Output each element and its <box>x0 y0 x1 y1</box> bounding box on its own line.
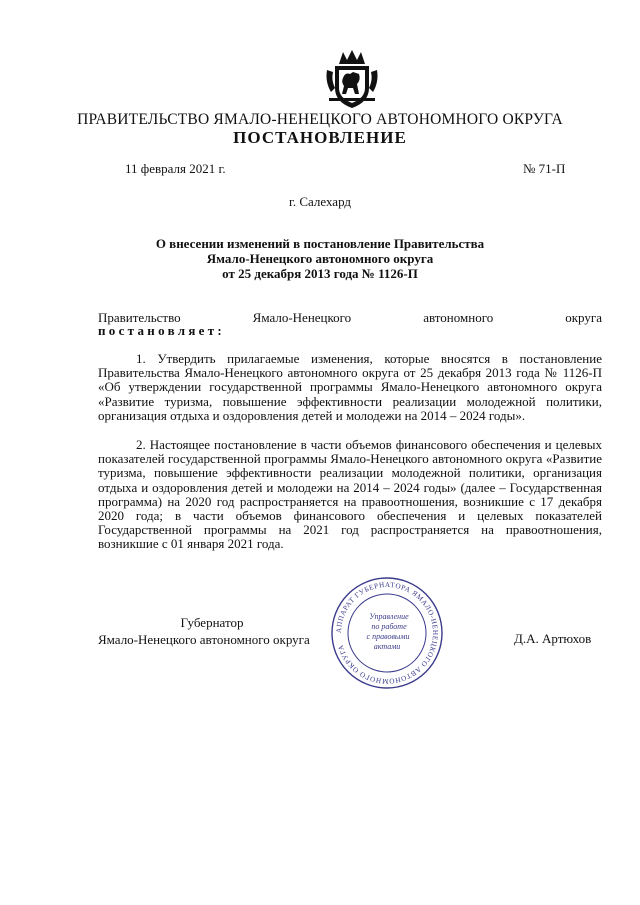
preamble-word: Правительство <box>98 310 181 325</box>
document-city: г. Салехард <box>288 194 352 209</box>
stamp-ring-text: АППАРАТ ГУБЕРНАТОРА ЯМАЛО-НЕНЕЦКОГО АВТОНОМНОГО ОКРУГА <box>334 580 440 686</box>
signatory-title-line2: Ямало-Ненецкого автономного округа <box>98 632 310 647</box>
document-date: 11 февраля 2021 г. <box>125 161 226 176</box>
preamble-word: округа <box>565 310 602 325</box>
signatory-name: Д.А. Артюхов <box>514 631 592 646</box>
preamble-word: Ямало-Ненецкого <box>252 310 352 325</box>
government-title: ПРАВИТЕЛЬСТВО ЯМАЛО-НЕНЕЦКОГО АВТОНОМНОГО ОКРУГА <box>77 111 563 128</box>
subject-line: О внесении изменений в постановление Правительства <box>155 236 485 251</box>
preamble-word: автономного <box>423 310 494 325</box>
stamp-line: с правовыми <box>366 632 410 641</box>
paragraph-1: 1. Утвердить прилагаемые изменения, которые вносятся в постановление Правительства Ямало-Ненецкого автономного округа от 25 декабря 2013 года № 1126-П «Об утверждении государственной программы Ямало-Ненецкого автономного округа «Развитие туризма, повышение эффективности реализации молодежной политики, организация отдыха и оздоровления детей и молодежи на 2014 – 2024 годы». <box>98 351 602 423</box>
subject-line: от 25 декабря 2013 года № 1126-П <box>222 266 418 281</box>
document-type: ПОСТАНОВЛЕНИЕ <box>233 128 407 147</box>
signatory-title-line1: Губернатор <box>180 615 244 630</box>
yamal-coat-of-arms-icon <box>323 48 381 110</box>
document-number: № 71-П <box>523 161 566 176</box>
decree-word: постановляет: <box>98 323 226 338</box>
paragraph-2: 2. Настоящее постановление в части объемов финансового обеспечения и целевых показателей государственной программы Ямало-Ненецкого автономного округа «Развитие туризма, повышение эффективности реализации молодежной политики, организация отдыха и оздоровления детей и молодежи на 2014 – 2024 годы» (далее – Государственная программа) на 2020 год распространяется на правоотношения, возникшие с 17 декабря 2020 года; в части объемов финансового обеспечения и целевых показателей Государственной программы на 2021 год распространяется на правоотношения, возникшие с 01 января 2021 года. <box>98 437 602 552</box>
subject-line: Ямало-Ненецкого автономного округа <box>206 251 434 266</box>
official-stamp <box>330 576 444 690</box>
document-subject <box>90 236 550 281</box>
stamp-line: Управление <box>369 612 409 621</box>
stamp-line: актами <box>373 642 401 651</box>
stamp-line: по работе <box>371 622 407 631</box>
signatory-title <box>98 614 326 648</box>
